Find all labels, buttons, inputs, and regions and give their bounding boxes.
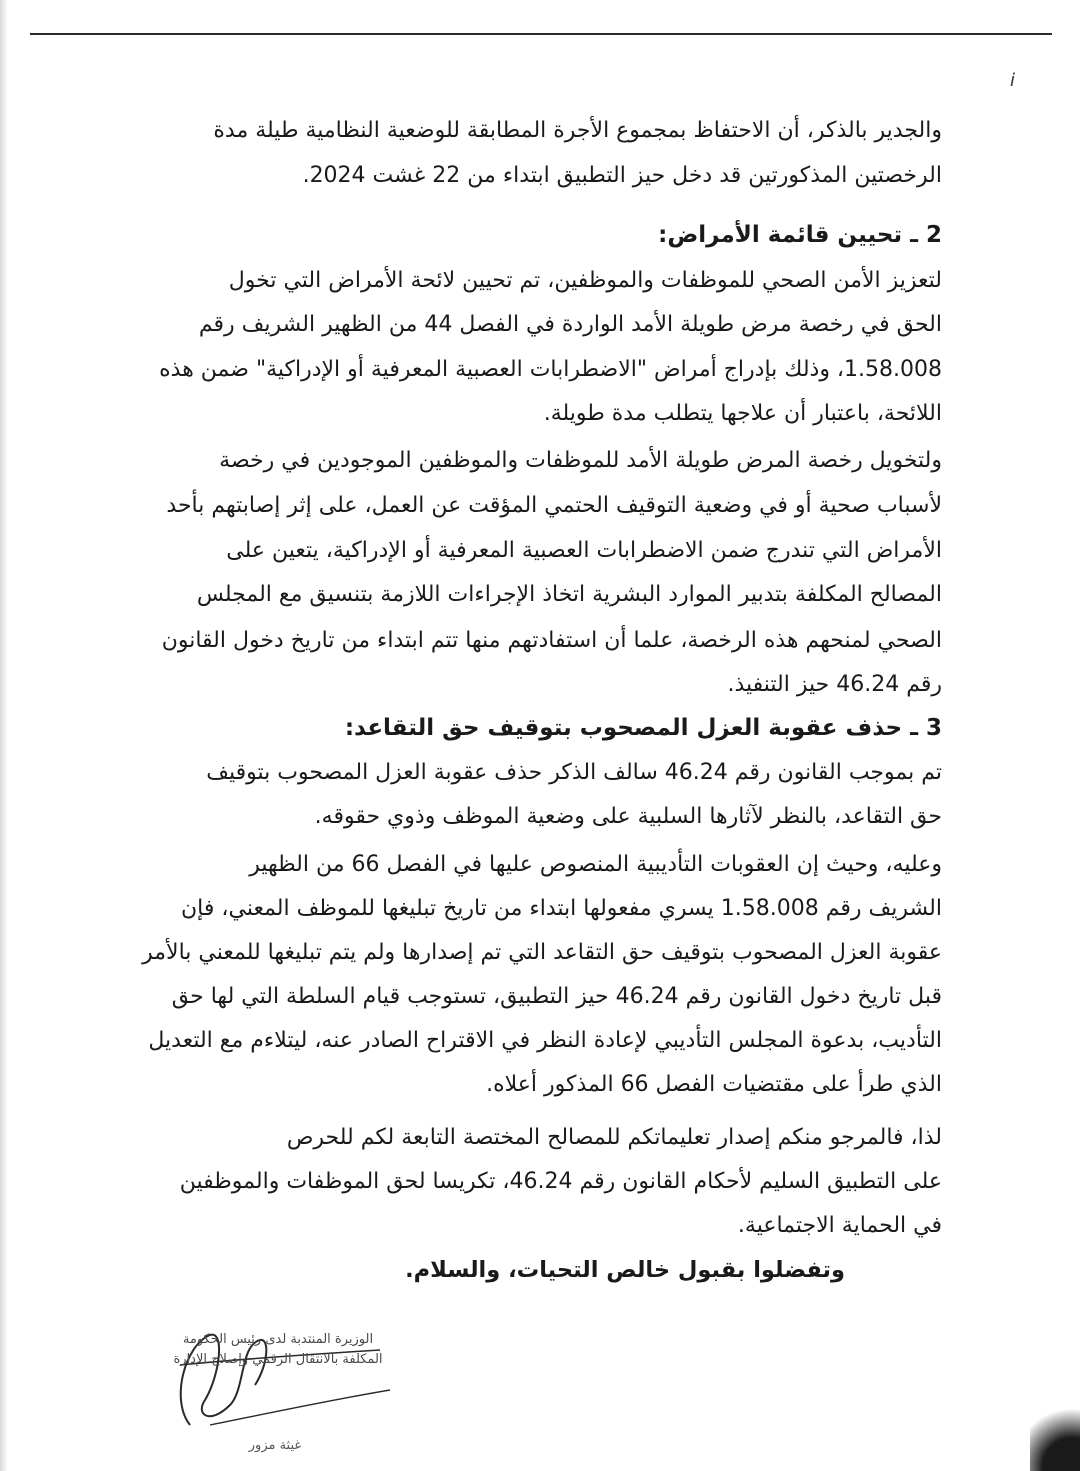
body-line: الصحي لمنحهم هذه الرخصة، علما أن استفادتهم منها تتم ابتداء من تاريخ دخول القانون — [161, 628, 942, 653]
body-line: ولتخويل رخصة المرض طويلة الأمد للموظفات والموظفين الموجودين في رخصة — [219, 448, 942, 473]
body-line: التأديب، بدعوة المجلس التأديبي لإعادة النظر في الاقتراح الصادر عنه، ليتلاءم مع التعديل — [148, 1028, 942, 1053]
page-edge-shadow — [0, 0, 8, 1471]
body-line: عقوبة العزل المصحوب بتوقيف حق التقاعد التي تم إصدارها ولم يتم تبليغها للمعني بالأمر — [142, 940, 942, 965]
signature-title-line1: الوزيرة المنتدبة لدى رئيس الحكومة — [182, 1332, 374, 1347]
handwritten-signature — [150, 1305, 410, 1455]
body-line: الشريف رقم 1.58.008 يسري مفعولها ابتداء من تاريخ تبليغها للموظف المعني، فإن — [181, 896, 942, 921]
body-line: الذي طرأ على مقتضيات الفصل 66 المذكور أعلاه. — [486, 1072, 942, 1097]
closing-line: وتفضلوا بقبول خالص التحيات، والسلام. — [405, 1257, 845, 1283]
body-line: والجدير بالذكر، أن الاحتفاظ بمجموع الأجرة المطابقة للوضعية النظامية طيلة مدة — [213, 118, 942, 143]
body-line: في الحماية الاجتماعية. — [737, 1213, 942, 1238]
body-line: 1.58.008، وذلك بإدراج أمراض "الاضطرابات العصبية المعرفية أو الإدراكية" ضمن هذه — [159, 357, 942, 382]
corner-mark: i — [1010, 70, 1016, 91]
body-line: تم بموجب القانون رقم 46.24 سالف الذكر حذف عقوبة العزل المصحوب بتوقيف — [206, 760, 942, 785]
section-heading: 2 ـ تحيين قائمة الأمراض: — [658, 222, 942, 248]
body-line: وعليه، وحيث إن العقوبات التأديبية المنصوص عليها في الفصل 66 من الظهير — [249, 852, 942, 877]
section-heading: 3 ـ حذف عقوبة العزل المصحوب بتوقيف حق التقاعد: — [344, 715, 942, 741]
body-line: اللائحة، باعتبار أن علاجها يتطلب مدة طويلة. — [543, 401, 942, 426]
body-line: رقم 46.24 حيز التنفيذ. — [727, 672, 942, 697]
body-line: لذا، فالمرجو منكم إصدار تعليماتكم للمصالح المختصة التابعة لكم للحرص — [286, 1125, 942, 1150]
body-line: الأمراض التي تندرج ضمن الاضطرابات العصبية المعرفية أو الإدراكية، يتعين على — [226, 538, 942, 563]
photo-corner-shadow — [1030, 1395, 1080, 1471]
signatory-name: غيثة مزور — [248, 1438, 302, 1453]
body-line: حق التقاعد، بالنظر لآثارها السلبية على وضعية الموظف وذوي حقوقه. — [314, 804, 942, 829]
body-line: لأسباب صحية أو في وضعية التوقيف الحتمي المؤقت عن العمل، على إثر إصابتهم بأحد — [166, 493, 942, 518]
top-rule — [30, 33, 1052, 35]
body-line: المصالح المكلفة بتدبير الموارد البشرية اتخاذ الإجراءات اللازمة بتنسيق مع المجلس — [196, 582, 942, 607]
body-line: قبل تاريخ دخول القانون رقم 46.24 حيز التطبيق، تستوجب قيام السلطة التي لها حق — [171, 984, 942, 1009]
body-line: الحق في رخصة مرض طويلة الأمد الواردة في الفصل 44 من الظهير الشريف رقم — [198, 312, 942, 337]
body-line: على التطبيق السليم لأحكام القانون رقم 46.24، تكريسا لحق الموظفات والموظفين — [179, 1169, 942, 1194]
body-line: الرخصتين المذكورتين قد دخل حيز التطبيق ابتداء من 22 غشت 2024. — [302, 163, 942, 188]
body-line: لتعزيز الأمن الصحي للموظفات والموظفين، تم تحيين لائحة الأمراض التي تخول — [228, 268, 942, 293]
signature-title — [128, 1330, 428, 1370]
signature-title-line2: المكلفة بالانتقال الرقمي وإصلاح الإدارة — [173, 1352, 383, 1367]
